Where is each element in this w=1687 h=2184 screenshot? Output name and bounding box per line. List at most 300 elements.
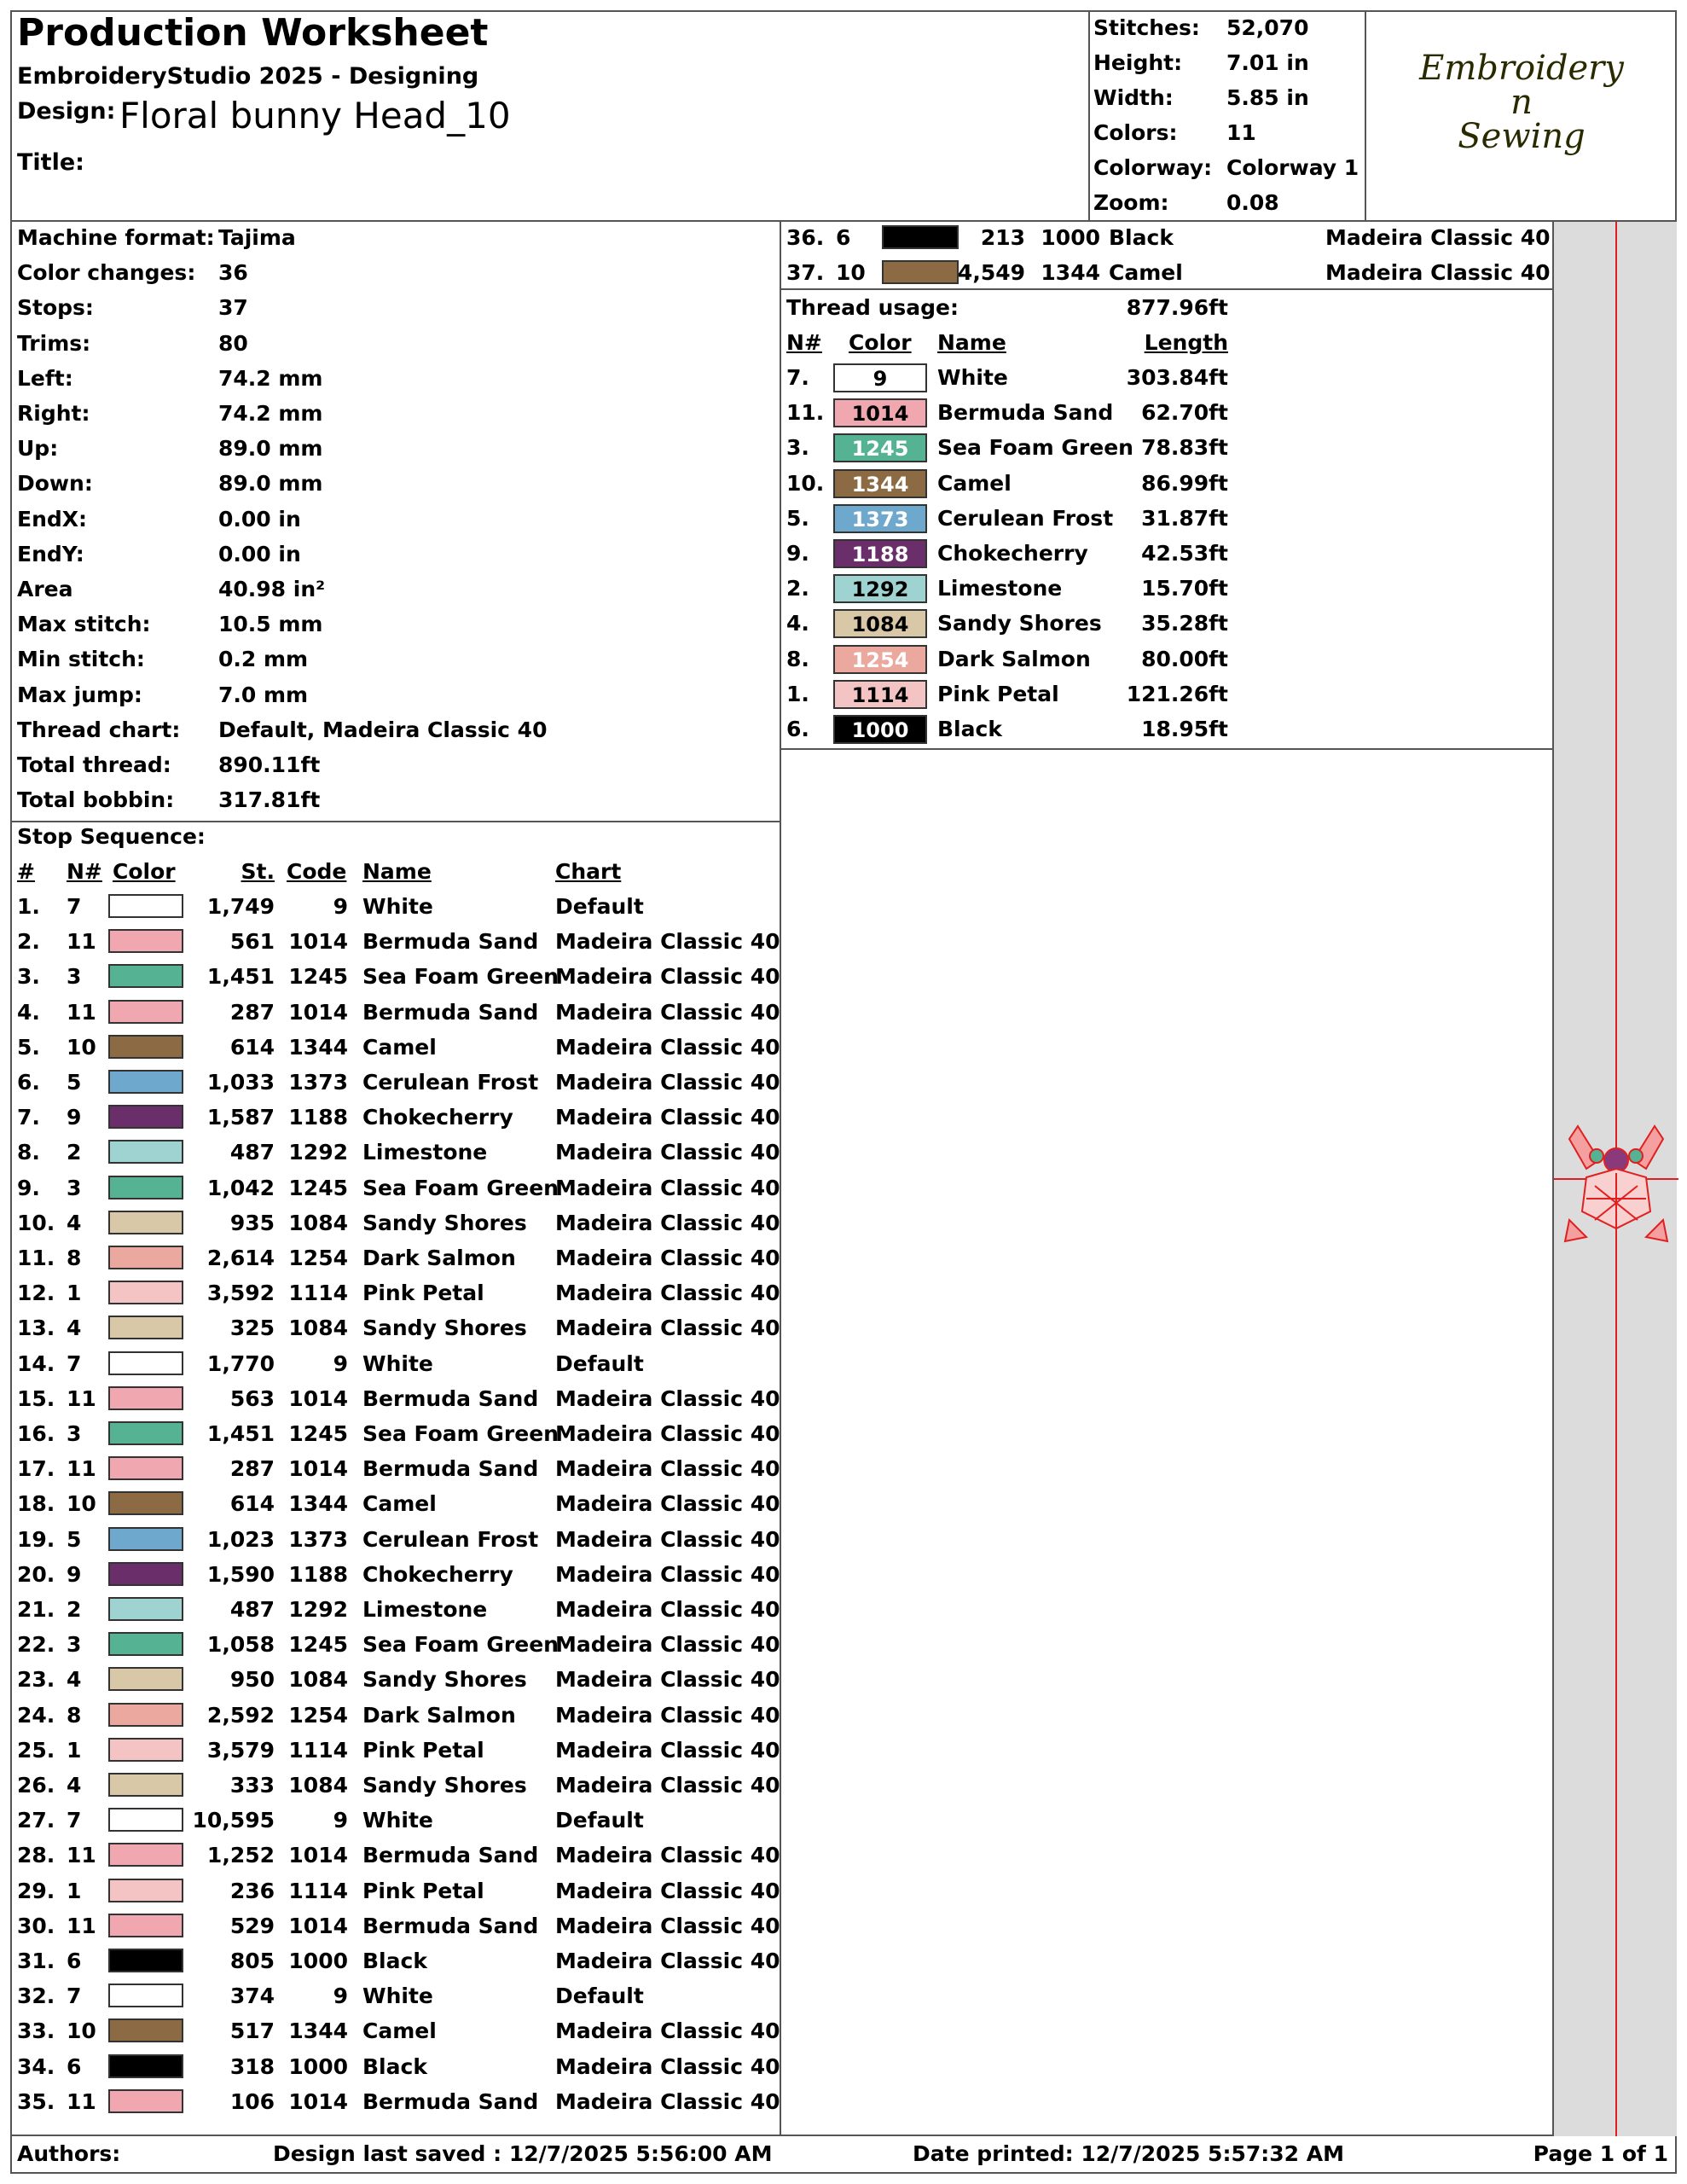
stitch-count: 561 bbox=[229, 929, 275, 955]
stitch-count: 1,252 bbox=[206, 1843, 275, 1868]
thread-chart: Madeira Classic 40 bbox=[555, 1737, 780, 1763]
thread-name: Bermuda Sand bbox=[362, 1385, 539, 1411]
thread-code: 1373 bbox=[288, 1526, 348, 1552]
machine-info-value: 74.2 mm bbox=[218, 401, 323, 426]
thread-name: Sea Foam Green bbox=[362, 1632, 559, 1658]
stitch-count: 4,549 bbox=[957, 260, 1025, 285]
thread-name: Bermuda Sand bbox=[937, 400, 1114, 426]
stop-num: 17. bbox=[17, 1456, 55, 1482]
thread-name: White bbox=[362, 1350, 433, 1376]
thread-color-chip: 1188 bbox=[833, 539, 927, 568]
thread-name: Sea Foam Green bbox=[362, 1421, 559, 1446]
stop-needle: 3 bbox=[67, 1175, 82, 1200]
thread-needle: 7. bbox=[786, 365, 809, 390]
color-swatch bbox=[108, 1281, 183, 1304]
stop-needle: 4 bbox=[67, 1667, 82, 1693]
stitch-count: 1,023 bbox=[206, 1526, 275, 1552]
summary-label: Colorway: bbox=[1093, 155, 1213, 180]
summary-value: 52,070 bbox=[1226, 15, 1309, 40]
thread-usage-total: 877.96ft bbox=[1126, 295, 1228, 320]
thread-chart: Madeira Classic 40 bbox=[555, 1175, 780, 1200]
design-label: Design: bbox=[17, 98, 116, 125]
thread-chart: Madeira Classic 40 bbox=[555, 2088, 780, 2114]
machine-info-label: Min stitch: bbox=[17, 647, 145, 672]
stop-needle: 1 bbox=[67, 1281, 82, 1306]
thread-needle: 9. bbox=[786, 541, 809, 566]
color-swatch bbox=[108, 1491, 183, 1515]
thread-name: Camel bbox=[362, 1491, 437, 1517]
thread-name: Chokecherry bbox=[362, 1561, 513, 1587]
stop-needle: 9 bbox=[67, 1105, 82, 1130]
tu-header-name: Name bbox=[937, 330, 1006, 355]
stop-num: 24. bbox=[17, 1702, 55, 1728]
stitch-count: 1,033 bbox=[206, 1070, 275, 1095]
thread-name: Pink Petal bbox=[362, 1281, 484, 1306]
stop-num: 14. bbox=[17, 1350, 55, 1376]
machine-info-value: 890.11ft bbox=[218, 752, 321, 777]
color-swatch bbox=[108, 1070, 183, 1094]
thread-name: White bbox=[362, 894, 433, 919]
machine-info-value: 0.2 mm bbox=[218, 647, 309, 672]
color-swatch bbox=[108, 1421, 183, 1445]
flower-left bbox=[1590, 1149, 1603, 1163]
thread-name: Sandy Shores bbox=[362, 1773, 527, 1798]
thread-length: 80.00ft bbox=[1141, 646, 1228, 671]
thread-name: Cerulean Frost bbox=[937, 505, 1114, 531]
machine-info-label: Down: bbox=[17, 471, 93, 497]
machine-info-label: EndX: bbox=[17, 506, 88, 531]
thread-needle: 11. bbox=[786, 400, 825, 426]
machine-info-value: Tajima bbox=[218, 225, 296, 250]
logo-line-1: Embroidery bbox=[1419, 49, 1624, 88]
thread-color-chip: 1245 bbox=[833, 433, 927, 462]
thread-color-chip: 1254 bbox=[833, 645, 927, 674]
header-code: Code bbox=[287, 859, 347, 884]
stop-num: 18. bbox=[17, 1491, 55, 1517]
color-swatch bbox=[108, 1456, 183, 1480]
header-n: N# bbox=[67, 859, 102, 884]
thread-chart: Default bbox=[555, 894, 644, 919]
stop-num: 15. bbox=[17, 1385, 55, 1411]
stop-num: 28. bbox=[17, 1843, 55, 1868]
footer-last-saved: Design last saved : 12/7/2025 5:56:00 AM bbox=[273, 2141, 773, 2166]
stop-needle: 11 bbox=[67, 929, 96, 955]
summary-label: Colors: bbox=[1093, 120, 1178, 145]
thread-name: Dark Salmon bbox=[937, 646, 1091, 671]
stop-num: 30. bbox=[17, 1913, 55, 1938]
stop-needle: 5 bbox=[67, 1070, 82, 1095]
stop-needle: 7 bbox=[67, 1808, 82, 1833]
stitch-count: 517 bbox=[229, 2018, 275, 2044]
thread-chart: Madeira Classic 40 bbox=[555, 1773, 780, 1798]
stitch-count: 3,579 bbox=[206, 1737, 275, 1763]
thread-chart: Madeira Classic 40 bbox=[555, 1491, 780, 1517]
stop-needle: 2 bbox=[67, 1140, 82, 1165]
thread-name: Bermuda Sand bbox=[362, 1843, 539, 1868]
stop-needle: 7 bbox=[67, 1350, 82, 1376]
stitch-count: 1,451 bbox=[206, 964, 275, 990]
stitch-count: 374 bbox=[229, 1984, 275, 2009]
color-swatch bbox=[108, 1808, 183, 1832]
footer-authors: Authors: bbox=[17, 2141, 121, 2166]
color-swatch bbox=[108, 1879, 183, 1902]
stop-num: 4. bbox=[17, 999, 40, 1025]
thread-name: Bermuda Sand bbox=[362, 1456, 539, 1482]
summary-value: 5.85 in bbox=[1226, 85, 1309, 110]
thread-name: Sandy Shores bbox=[362, 1210, 527, 1235]
thread-chart: Madeira Classic 40 bbox=[555, 1034, 780, 1060]
stop-num: 11. bbox=[17, 1246, 55, 1270]
stitch-count: 487 bbox=[229, 1140, 275, 1165]
thread-length: 42.53ft bbox=[1141, 541, 1228, 566]
thread-chart: Madeira Classic 40 bbox=[555, 1246, 780, 1270]
thread-name: Limestone bbox=[362, 1597, 488, 1622]
thread-chart: Madeira Classic 40 bbox=[555, 929, 780, 955]
stop-needle: 11 bbox=[67, 1385, 96, 1411]
thread-code: 1014 bbox=[288, 2088, 348, 2114]
brand-logo bbox=[1369, 51, 1674, 154]
thread-code: 9 bbox=[333, 1350, 348, 1376]
thread-name: Black bbox=[362, 2053, 427, 2079]
thread-color-chip: 1000 bbox=[833, 715, 927, 744]
thread-name: White bbox=[362, 1984, 433, 2009]
thread-name: Sea Foam Green bbox=[937, 435, 1133, 461]
stitch-count: 1,451 bbox=[206, 1421, 275, 1446]
stop-num: 20. bbox=[17, 1561, 55, 1587]
stop-needle: 6 bbox=[67, 1949, 82, 1973]
tu-header-color: Color bbox=[849, 330, 912, 355]
thread-code: 9 bbox=[333, 894, 348, 919]
thread-length: 35.28ft bbox=[1141, 611, 1228, 636]
stop-num: 13. bbox=[17, 1316, 55, 1341]
thread-name: Black bbox=[362, 1949, 427, 1973]
stop-num: 23. bbox=[17, 1667, 55, 1693]
thread-chart: Madeira Classic 40 bbox=[555, 1843, 780, 1868]
thread-code: 1014 bbox=[288, 1385, 348, 1411]
machine-info-value: Default, Madeira Classic 40 bbox=[218, 717, 548, 742]
machine-info-value: 0.00 in bbox=[218, 541, 301, 566]
page-title: Production Worksheet bbox=[17, 11, 489, 55]
thread-color-chip: 1292 bbox=[833, 574, 927, 603]
thread-color-chip: 9 bbox=[833, 363, 927, 392]
thread-needle: 1. bbox=[786, 681, 809, 706]
thread-name: Sandy Shores bbox=[362, 1316, 527, 1341]
color-swatch bbox=[108, 1316, 183, 1339]
thread-usage-title: Thread usage: bbox=[786, 295, 959, 320]
summary-value: 7.01 in bbox=[1226, 50, 1309, 75]
stop-needle: 5 bbox=[67, 1526, 82, 1552]
thread-code: 1344 bbox=[288, 1034, 348, 1060]
machine-info-label: Color changes: bbox=[17, 260, 196, 286]
stop-needle: 8 bbox=[67, 1246, 82, 1270]
stop-num: 33. bbox=[17, 2018, 55, 2044]
thread-code: 1188 bbox=[288, 1105, 348, 1130]
color-swatch bbox=[108, 1035, 183, 1059]
thread-name: Bermuda Sand bbox=[362, 2088, 539, 2114]
thread-usage-bottom-divider bbox=[780, 748, 1552, 750]
stop-num: 25. bbox=[17, 1737, 55, 1763]
thread-name: Pink Petal bbox=[362, 1737, 484, 1763]
color-swatch bbox=[108, 1246, 183, 1269]
thread-color-chip: 1114 bbox=[833, 680, 927, 709]
thread-color-chip: 1014 bbox=[833, 398, 927, 427]
stitch-count: 2,592 bbox=[206, 1702, 275, 1728]
stop-num: 34. bbox=[17, 2053, 55, 2079]
stitch-count: 1,058 bbox=[206, 1632, 275, 1658]
machine-info-label: Right: bbox=[17, 401, 90, 426]
stop-num: 16. bbox=[17, 1421, 55, 1446]
stop-needle: 2 bbox=[67, 1597, 82, 1622]
stitch-count: 213 bbox=[980, 225, 1025, 250]
color-swatch bbox=[108, 1176, 183, 1199]
thread-name: Dark Salmon bbox=[362, 1246, 516, 1270]
design-thumbnail bbox=[1561, 1109, 1672, 1246]
machine-info-label: Left: bbox=[17, 365, 73, 391]
thread-code: 1000 bbox=[1041, 225, 1100, 250]
machine-info-label: Trims: bbox=[17, 330, 91, 356]
thread-length: 31.87ft bbox=[1141, 505, 1228, 531]
machine-info-label: Up: bbox=[17, 436, 59, 462]
stop-num: 7. bbox=[17, 1105, 40, 1130]
stop-needle: 3 bbox=[67, 964, 82, 990]
stop-needle: 3 bbox=[67, 1421, 82, 1446]
thread-color-chip: 1373 bbox=[833, 504, 927, 533]
stop-needle: 11 bbox=[67, 1913, 96, 1938]
stitch-count: 325 bbox=[229, 1316, 275, 1341]
color-swatch bbox=[108, 894, 183, 918]
thread-chart: Madeira Classic 40 bbox=[555, 1526, 780, 1552]
thread-name: Black bbox=[1109, 225, 1174, 250]
thread-code: 1014 bbox=[288, 1456, 348, 1482]
thread-code: 1084 bbox=[288, 1773, 348, 1798]
thread-code: 1114 bbox=[288, 1281, 348, 1306]
thread-chart: Madeira Classic 40 bbox=[555, 1281, 780, 1306]
color-swatch bbox=[108, 1843, 183, 1867]
thread-name: Camel bbox=[362, 1034, 437, 1060]
color-swatch bbox=[108, 1597, 183, 1621]
thread-code: 1000 bbox=[288, 2053, 348, 2079]
color-swatch bbox=[108, 2054, 183, 2078]
stop-needle: 8 bbox=[67, 1702, 82, 1728]
machine-info-value: 10.5 mm bbox=[218, 612, 323, 637]
machine-info-label: Thread chart: bbox=[17, 717, 181, 742]
header-name: Name bbox=[362, 859, 432, 884]
stitch-count: 563 bbox=[229, 1385, 275, 1411]
footer-divider bbox=[10, 2135, 1677, 2136]
thread-chart: Madeira Classic 40 bbox=[555, 1105, 780, 1130]
color-swatch bbox=[108, 1738, 183, 1762]
stitch-count: 1,770 bbox=[206, 1350, 275, 1376]
color-swatch bbox=[108, 1105, 183, 1129]
design-name: Floral bunny Head_10 bbox=[119, 95, 511, 136]
stop-sequence-title: Stop Sequence: bbox=[17, 824, 206, 849]
machine-info-label: Stops: bbox=[17, 295, 94, 321]
color-swatch bbox=[108, 1632, 183, 1656]
thread-chart: Madeira Classic 40 bbox=[1325, 260, 1551, 285]
thread-needle: 10. bbox=[786, 470, 825, 496]
color-swatch bbox=[108, 1386, 183, 1410]
thread-code: 1114 bbox=[288, 1737, 348, 1763]
stitch-count: 1,749 bbox=[206, 894, 275, 919]
stop-needle: 1 bbox=[67, 1878, 82, 1903]
color-swatch bbox=[108, 1773, 183, 1797]
thread-code: 9 bbox=[333, 1808, 348, 1833]
stitch-count: 935 bbox=[229, 1210, 275, 1235]
thread-chart: Madeira Classic 40 bbox=[555, 1913, 780, 1938]
machine-info-value: 7.0 mm bbox=[218, 682, 309, 707]
thread-code: 1245 bbox=[288, 1632, 348, 1658]
thread-color-chip: 1084 bbox=[833, 609, 927, 638]
stop-needle: 10 bbox=[67, 1034, 96, 1060]
thread-name: White bbox=[362, 1808, 433, 1833]
machine-info-value: 317.81ft bbox=[218, 787, 321, 813]
thread-chart: Madeira Classic 40 bbox=[555, 1667, 780, 1693]
thread-code: 1245 bbox=[288, 1175, 348, 1200]
stop-num: 3. bbox=[17, 964, 40, 990]
thread-code: 1188 bbox=[288, 1561, 348, 1587]
stop-needle: 11 bbox=[67, 999, 96, 1025]
thread-code: 1292 bbox=[288, 1140, 348, 1165]
stop-needle: 4 bbox=[67, 1210, 82, 1235]
stitch-count: 106 bbox=[229, 2088, 275, 2114]
stitch-count: 318 bbox=[229, 2053, 275, 2079]
stitch-count: 3,592 bbox=[206, 1281, 275, 1306]
thread-chart: Madeira Classic 40 bbox=[555, 1949, 780, 1973]
stop-num: 29. bbox=[17, 1878, 55, 1903]
color-swatch bbox=[108, 1703, 183, 1727]
tu-header-length: Length bbox=[1144, 330, 1228, 355]
thread-code: 1014 bbox=[288, 1913, 348, 1938]
thread-code: 1084 bbox=[288, 1667, 348, 1693]
thread-code: 1344 bbox=[288, 1491, 348, 1517]
stop-needle: 10 bbox=[67, 2018, 96, 2044]
color-swatch bbox=[108, 964, 183, 988]
design-preview bbox=[1552, 222, 1677, 2136]
thread-name: Cerulean Frost bbox=[362, 1526, 539, 1552]
machine-info-value: 89.0 mm bbox=[218, 436, 323, 462]
header-color: Color bbox=[113, 859, 176, 884]
stitch-count: 1,590 bbox=[206, 1561, 275, 1587]
stop-needle: 10 bbox=[836, 260, 866, 285]
stop-needle: 6 bbox=[67, 2053, 82, 2079]
stop-needle: 9 bbox=[67, 1561, 82, 1587]
stop-num: 37. bbox=[786, 260, 825, 285]
thread-length: 303.84ft bbox=[1126, 365, 1228, 390]
stop-num: 22. bbox=[17, 1632, 55, 1658]
stop-needle: 4 bbox=[67, 1773, 82, 1798]
machine-info-label: Total bobbin: bbox=[17, 787, 175, 813]
color-swatch bbox=[108, 1000, 183, 1024]
paw-right bbox=[1646, 1220, 1667, 1241]
thread-chart: Madeira Classic 40 bbox=[555, 1702, 780, 1728]
color-swatch bbox=[108, 1562, 183, 1586]
color-swatch bbox=[108, 1211, 183, 1234]
tu-header-n: N# bbox=[786, 330, 822, 355]
summary-value: 11 bbox=[1226, 120, 1256, 145]
thread-code: 9 bbox=[333, 1984, 348, 2009]
thread-chart: Madeira Classic 40 bbox=[555, 1385, 780, 1411]
thread-length: 121.26ft bbox=[1126, 681, 1228, 706]
thread-chart: Madeira Classic 40 bbox=[555, 1632, 780, 1658]
thread-name: Chokecherry bbox=[362, 1105, 513, 1130]
footer-page: Page 1 of 1 bbox=[1533, 2141, 1668, 2166]
thread-length: 15.70ft bbox=[1141, 576, 1228, 601]
stop-needle: 11 bbox=[67, 2088, 96, 2114]
machine-info-value: 36 bbox=[218, 260, 248, 286]
stop-num: 36. bbox=[786, 225, 825, 250]
stitch-count: 1,042 bbox=[206, 1175, 275, 1200]
thread-chart: Madeira Classic 40 bbox=[555, 1210, 780, 1235]
color-swatch bbox=[108, 2018, 183, 2042]
machine-info-label: Total thread: bbox=[17, 752, 171, 777]
color-swatch bbox=[108, 2089, 183, 2113]
stop-needle: 6 bbox=[836, 225, 851, 250]
thread-name: Sea Foam Green bbox=[362, 1175, 559, 1200]
thread-chart: Madeira Classic 40 bbox=[555, 1070, 780, 1095]
stop-num: 21. bbox=[17, 1597, 55, 1622]
stop-needle: 10 bbox=[67, 1491, 96, 1517]
color-swatch bbox=[108, 1949, 183, 1972]
thread-needle: 2. bbox=[786, 576, 809, 601]
thread-code: 1014 bbox=[288, 929, 348, 955]
summary-label: Zoom: bbox=[1093, 190, 1169, 215]
machine-info-label: Max jump: bbox=[17, 682, 142, 707]
thread-length: 86.99ft bbox=[1141, 470, 1228, 496]
summary-left-divider bbox=[1088, 10, 1090, 222]
thread-needle: 4. bbox=[786, 611, 809, 636]
stop-num: 31. bbox=[17, 1949, 55, 1973]
thread-chart: Madeira Classic 40 bbox=[555, 1421, 780, 1446]
stitch-count: 287 bbox=[229, 999, 275, 1025]
stop-needle: 3 bbox=[67, 1632, 82, 1658]
color-swatch bbox=[108, 1984, 183, 2007]
thread-code: 1084 bbox=[288, 1316, 348, 1341]
thread-chart: Madeira Classic 40 bbox=[555, 1597, 780, 1622]
header-chart: Chart bbox=[555, 859, 622, 884]
thread-code: 1014 bbox=[288, 1843, 348, 1868]
stop-num: 6. bbox=[17, 1070, 40, 1095]
color-swatch bbox=[108, 1667, 183, 1691]
flower-right bbox=[1629, 1149, 1643, 1163]
stop-num: 12. bbox=[17, 1281, 55, 1306]
stop-needle: 7 bbox=[67, 894, 82, 919]
stop-num: 26. bbox=[17, 1773, 55, 1798]
thread-name: Camel bbox=[1109, 260, 1183, 285]
stitch-count: 236 bbox=[229, 1878, 275, 1903]
summary-label: Height: bbox=[1093, 50, 1183, 75]
stop-num: 19. bbox=[17, 1526, 55, 1552]
machine-info-label: EndY: bbox=[17, 541, 84, 566]
thread-chart: Madeira Classic 40 bbox=[555, 2053, 780, 2079]
thread-code: 1254 bbox=[288, 1702, 348, 1728]
thread-length: 18.95ft bbox=[1141, 717, 1228, 741]
thread-chart: Madeira Classic 40 bbox=[555, 1456, 780, 1482]
thread-name: Limestone bbox=[937, 576, 1063, 601]
summary-value: Colorway 1 bbox=[1226, 155, 1359, 180]
thread-chart: Madeira Classic 40 bbox=[555, 1561, 780, 1587]
stop-num: 2. bbox=[17, 929, 40, 955]
header-num: # bbox=[17, 859, 35, 884]
thread-name: Chokecherry bbox=[937, 541, 1088, 566]
stop-needle: 11 bbox=[67, 1843, 96, 1868]
stop-num: 9. bbox=[17, 1175, 40, 1200]
stop-num: 10. bbox=[17, 1210, 55, 1235]
machine-info-label: Max stitch: bbox=[17, 612, 151, 637]
machine-info-value: 89.0 mm bbox=[218, 471, 323, 497]
thread-needle: 8. bbox=[786, 646, 809, 671]
summary-value: 0.08 bbox=[1226, 190, 1279, 215]
thread-chart: Madeira Classic 40 bbox=[555, 964, 780, 990]
